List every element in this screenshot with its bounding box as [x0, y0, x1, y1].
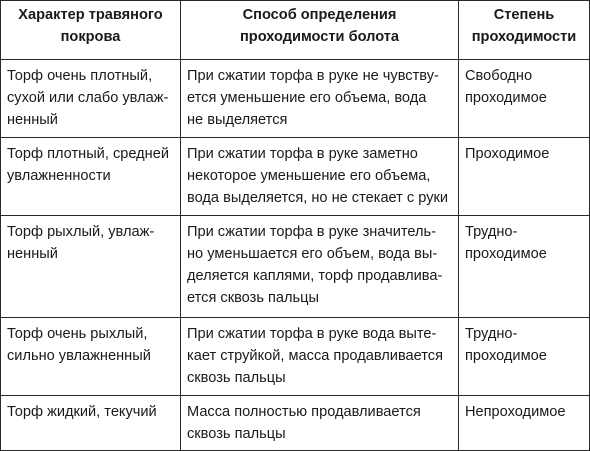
cell-vegetation-cover [1, 216, 181, 318]
cell-text: При сжатии торфа в руке значитель- но уменьшается его объем, вода вы- деляется каплями, торф продавлива- ется сквозь пальцы [187, 224, 443, 306]
cell-text: Трудно- проходимое [465, 224, 547, 262]
cell-text: При сжатии торфа в руке заметно некоторое уменьшение его объема, вода выделяется, но не стекает с руки [187, 146, 449, 206]
cell-passability-degree [459, 138, 590, 216]
cell-determination-method [181, 396, 459, 451]
cell-vegetation-cover [1, 318, 181, 396]
cell-determination-method [181, 318, 459, 396]
table-header-row [1, 1, 590, 60]
cell-text: Свободно проходимое [465, 68, 547, 106]
cell-text: Торф очень плотный, сухой или слабо увлаж- ненный [7, 68, 169, 128]
cell-passability-degree [459, 216, 590, 318]
header-vegetation-cover [1, 1, 181, 60]
cell-text: Торф очень рыхлый, сильно увлажненный [7, 326, 151, 364]
table-row [1, 138, 590, 216]
header-determination-method [181, 1, 459, 60]
cell-determination-method [181, 138, 459, 216]
cell-vegetation-cover [1, 138, 181, 216]
cell-passability-degree [459, 60, 590, 138]
cell-text: Торф плотный, средней увлажненности [7, 146, 169, 184]
cell-passability-degree [459, 396, 590, 451]
cell-vegetation-cover [1, 396, 181, 451]
header-determination-method-text: Способ определения проходимости болота [239, 7, 400, 45]
cell-text: Торф рыхлый, увлаж- ненный [7, 224, 155, 262]
table-row [1, 396, 590, 451]
table-row [1, 216, 590, 318]
cell-text: Трудно- проходимое [465, 326, 547, 364]
cell-vegetation-cover [1, 60, 181, 138]
cell-text: Непроходимое [465, 404, 566, 420]
header-passability-degree-text: Степень проходимости [471, 7, 577, 45]
cell-text: Торф жидкий, текучий [7, 404, 157, 420]
cell-text: Проходимое [465, 146, 550, 162]
table-row [1, 318, 590, 396]
header-vegetation-cover-text: Характер травяного покрова [18, 7, 163, 45]
cell-determination-method [181, 60, 459, 138]
cell-passability-degree [459, 318, 590, 396]
cell-text: При сжатии торфа в руке вода выте- кает струйкой, масса продавливается сквозь пальцы [187, 326, 444, 386]
header-passability-degree [459, 1, 590, 60]
cell-text: При сжатии торфа в руке не чувству- ется уменьшение его объема, вода не выделяется [187, 68, 439, 128]
cell-determination-method [181, 216, 459, 318]
table-row [1, 60, 590, 138]
cell-text: Масса полностью продавливается сквозь пальцы [187, 404, 421, 442]
